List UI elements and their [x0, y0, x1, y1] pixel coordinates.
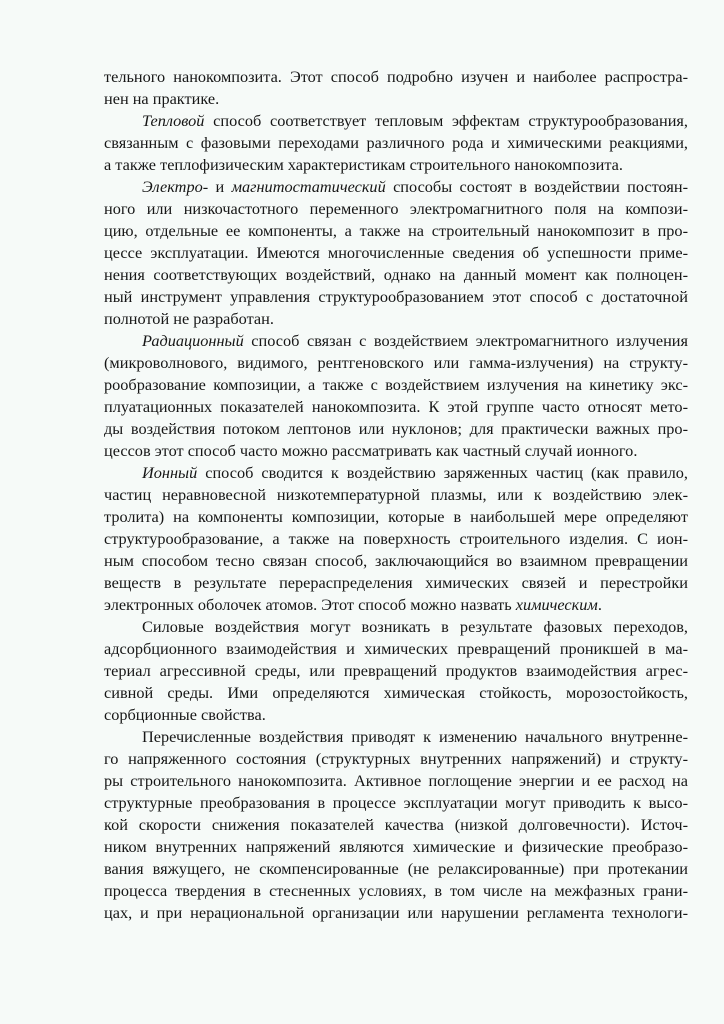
- emphasized-term: Ионный: [142, 463, 198, 482]
- text-run: Силовые воздействия могут возникать в результате фазовых переходов,: [142, 617, 688, 636]
- text-run: ный инструмент управления структурообразованием этот способ с достаточной: [104, 287, 688, 306]
- text-line: [104, 726, 688, 748]
- text-line: [104, 484, 688, 506]
- text-line: [104, 440, 688, 462]
- text-run: адсорбционного взаимодействия и химических превращений проникшей в ма-: [104, 639, 688, 658]
- text-run: Перечисленные воздействия приводят к изменению начального внутренне-: [142, 727, 688, 746]
- text-line: [104, 858, 688, 880]
- emphasized-term: химическим: [515, 595, 598, 614]
- text-line: [104, 836, 688, 858]
- text-run: цессе эксплуатации. Имеются многочисленные сведения об успешности приме-: [104, 243, 688, 262]
- text-line: [104, 352, 688, 374]
- text-line: [104, 572, 688, 594]
- text-run: плуатационных показателей нанокомпозита. К этой группе часто относят мето-: [104, 397, 688, 416]
- emphasized-term: Тепловой: [142, 111, 205, 130]
- text-run: .: [597, 595, 602, 614]
- text-run: цах, и при нерациональной организации или нарушении регламента технологи-: [104, 903, 688, 922]
- paragraph: [104, 110, 688, 176]
- text-run: ного или низкочастотного переменного электромагнитного поля на компози-: [104, 199, 688, 218]
- text-line: [104, 418, 688, 440]
- text-run: вания вяжущего, не скомпенсированные (не релаксированные) при протекании: [104, 859, 688, 878]
- text-line: [104, 176, 688, 198]
- text-line: [104, 242, 688, 264]
- text-run: нен на практике.: [104, 89, 220, 108]
- text-line: [104, 902, 688, 924]
- text-line: [104, 198, 688, 220]
- text-run: процесса твердения в стесненных условиях, в том числе на межфазных грани-: [104, 881, 688, 900]
- text-line: [104, 660, 688, 682]
- text-line: [104, 308, 688, 330]
- text-run: нения соответствующих воздействий, однако на данный момент как полноцен-: [104, 265, 688, 284]
- paragraph: [104, 66, 688, 110]
- text-run: ным способом тесно связан способ, заключающийся во взаимном превращении: [104, 551, 688, 570]
- text-run: цессов этот способ часто можно рассматривать как частный случай ионного.: [104, 441, 638, 460]
- text-run: цию, отдельные ее компоненты, а также на строительный нанокомпозит в про-: [104, 221, 688, 240]
- text-run: электронных оболочек атомов. Этот способ можно назвать: [104, 595, 516, 614]
- text-line: [104, 330, 688, 352]
- text-line: [104, 110, 688, 132]
- text-run: кой скорости снижения показателей качества (низкой долговечности). Источ-: [104, 815, 688, 834]
- text-run: и: [208, 177, 232, 196]
- text-line: [104, 264, 688, 286]
- text-line: [104, 748, 688, 770]
- text-line: [104, 286, 688, 308]
- text-run: рообразование композиции, а также с воздействием излучения на кинетику экс-: [104, 375, 688, 394]
- text-line: [104, 132, 688, 154]
- text-line: [104, 682, 688, 704]
- text-run: частиц неравновесной низкотемпературной плазмы, или к воздействию элек-: [104, 485, 688, 504]
- text-run: а также теплофизическим характеристикам строительного нанокомпозита.: [104, 155, 623, 174]
- text-line: [104, 374, 688, 396]
- emphasized-term: магнитостатический: [231, 177, 386, 196]
- paragraph: [104, 726, 688, 924]
- paragraph: [104, 462, 688, 616]
- text-line: [104, 880, 688, 902]
- text-line: [104, 88, 688, 110]
- text-run: сивной среды. Ими определяются химическая стойкость, морозостойкость,: [104, 683, 688, 702]
- text-line: [104, 66, 688, 88]
- text-run: ником внутренних напряжений являются химические и физические преобразо-: [104, 837, 688, 856]
- text-line: [104, 550, 688, 572]
- text-run: териал агрессивной среды, или превращений продуктов взаимодействия агрес-: [104, 661, 688, 680]
- text-run: тролита) на компоненты композиции, которые в наибольшей мере определяют: [104, 507, 688, 526]
- text-line: [104, 462, 688, 484]
- text-run: веществ в результате перераспределения химических связей и перестройки: [104, 573, 688, 592]
- text-run: способ соответствует тепловым эффектам структурообразования,: [204, 111, 688, 130]
- text-line: [104, 506, 688, 528]
- text-line: [104, 770, 688, 792]
- text-line: [104, 616, 688, 638]
- paragraph: [104, 176, 688, 330]
- text-line: [104, 792, 688, 814]
- text-run: полнотой не разработан.: [104, 309, 274, 328]
- text-run: (микроволнового, видимого, рентгеновского или гамма-излучения) на структу-: [104, 353, 688, 372]
- text-line: [104, 594, 688, 616]
- text-run: структурные преобразования в процессе эксплуатации могут приводить к высо-: [104, 793, 688, 812]
- text-run: способ сводится к воздействию заряженных частиц (как правило,: [197, 463, 688, 482]
- text-run: способ связан с воздействием электромагнитного излучения: [243, 331, 688, 350]
- text-line: [104, 220, 688, 242]
- text-run: структурообразование, а также на поверхность строительного изделия. С ион-: [104, 529, 688, 548]
- text-run: го напряженного состояния (структурных внутренних напряжений) и структу-: [104, 749, 688, 768]
- paragraph: [104, 330, 688, 462]
- text-run: тельного нанокомпозита. Этот способ подробно изучен и наиболее распростра-: [104, 67, 688, 86]
- paragraph: [104, 616, 688, 726]
- emphasized-term: Радиационный: [142, 331, 244, 350]
- document-page: [104, 66, 688, 924]
- text-line: [104, 528, 688, 550]
- text-run: способы состоят в воздействии постоян-: [385, 177, 688, 196]
- text-line: [104, 704, 688, 726]
- text-run: связанным с фазовыми переходами различного рода и химическими реакциями,: [104, 133, 688, 152]
- text-line: [104, 814, 688, 836]
- text-line: [104, 396, 688, 418]
- text-line: [104, 154, 688, 176]
- text-run: ды воздействия потоком лептонов или нуклонов; для практически важных про-: [104, 419, 688, 438]
- text-run: сорбционные свойства.: [104, 705, 266, 724]
- text-line: [104, 638, 688, 660]
- text-run: ры строительного нанокомпозита. Активное поглощение энергии и ее расход на: [104, 771, 688, 790]
- emphasized-term: Электро-: [142, 177, 209, 196]
